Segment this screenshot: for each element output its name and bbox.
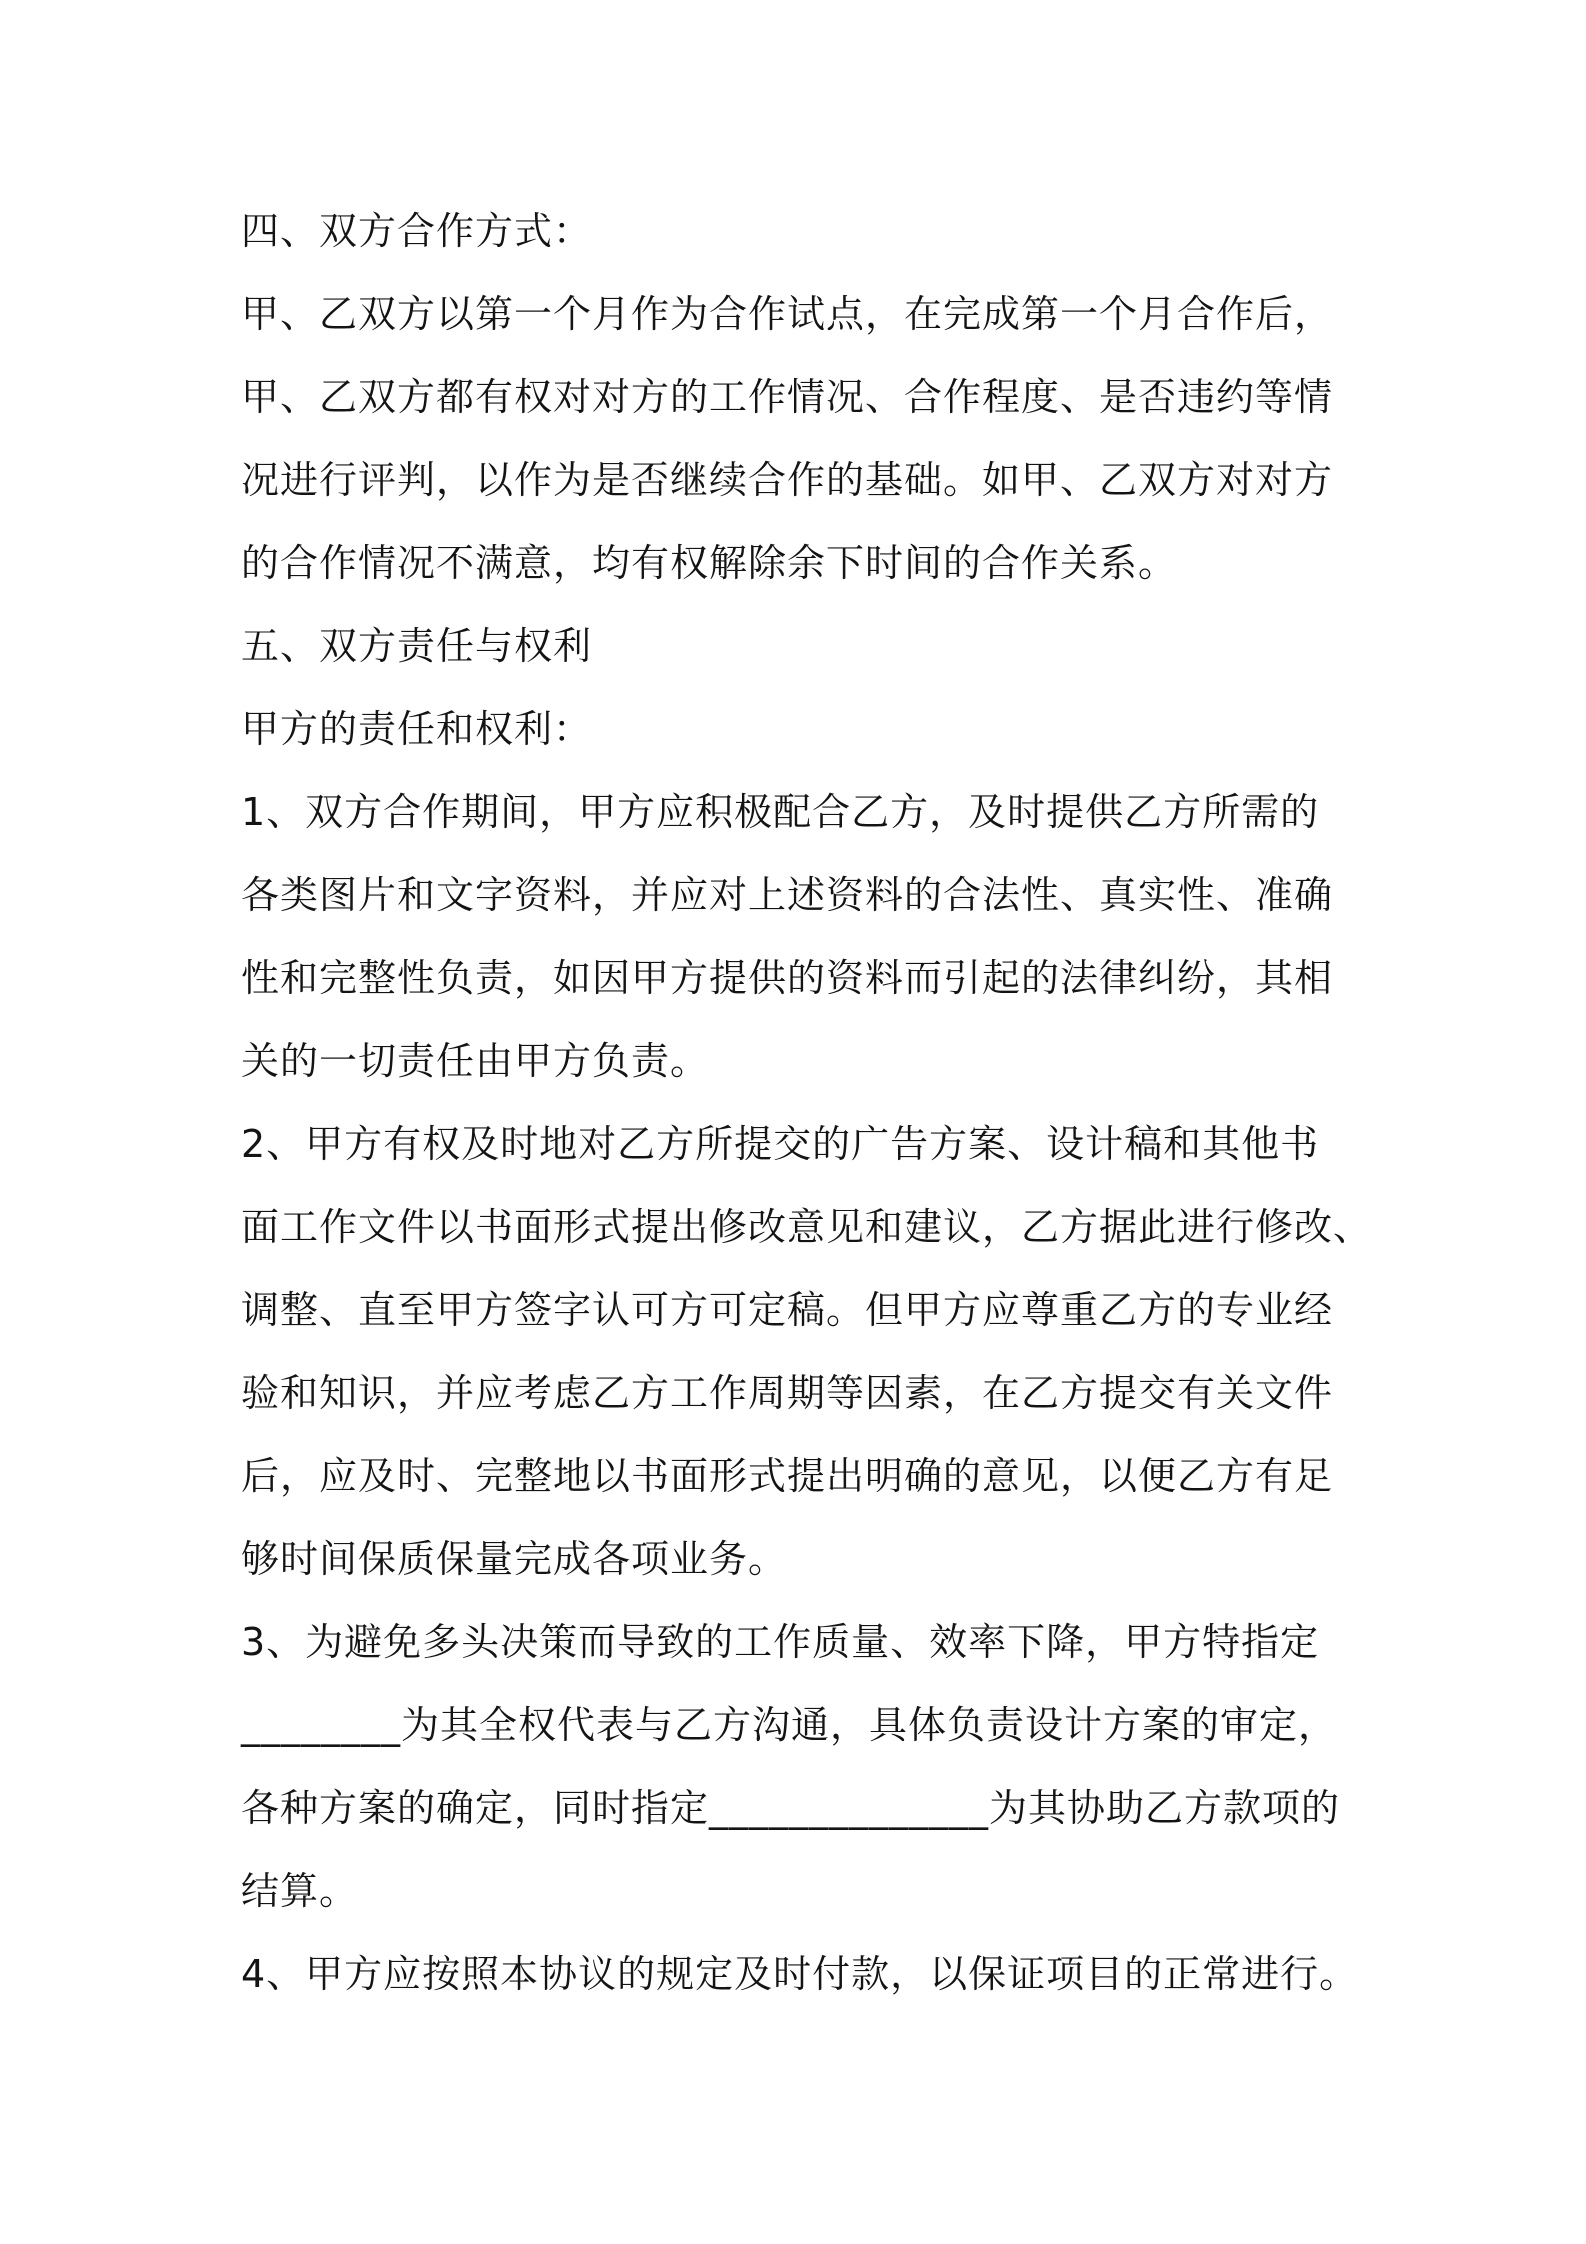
clause-2-line: 够时间保质保量完成各项业务。 [241,1537,788,1581]
clause-1-line: 1、双方合作期间，甲方应积极配合乙方，及时提供乙方所需的 [241,790,1320,834]
paragraph-line: 甲、乙双方以第一个月作为合作试点，在完成第一个月合作后， [241,292,1334,336]
clause-1-line: 各类图片和文字资料，并应对上述资料的合法性、真实性、准确 [241,873,1334,917]
clause-2-line: 调整、直至甲方签字认可方可定稿。但甲方应尊重乙方的专业经 [241,1288,1334,1332]
clause-4-line: 4、甲方应按照本协议的规定及时付款，以保证项目的正常进行。 [241,1952,1359,1996]
paragraph-line: 的合作情况不满意，均有权解除余下时间的合作关系。 [241,541,1178,585]
clause-3-line: 3、为避免多头决策而导致的工作质量、效率下降，甲方特指定 [241,1620,1320,1664]
clause-3-line: 各种方案的确定，同时指定______________为其协助乙方款项的 [241,1786,1341,1830]
section-heading-cooperation-method: 四、双方合作方式： [241,209,593,253]
clause-3-line: 结算。 [241,1869,359,1913]
clause-1-line: 性和完整性负责，如因甲方提供的资料而引起的法律纠纷，其相 [241,956,1334,1000]
clause-1-line: 关的一切责任由甲方负责。 [241,1039,710,1083]
paragraph-line: 况进行评判，以作为是否继续合作的基础。如甲、乙双方对对方 [241,458,1334,502]
clause-2-line: 后，应及时、完整地以书面形式提出明确的意见，以便乙方有足 [241,1454,1334,1498]
subheading-party-a: 甲方的责任和权利： [241,707,593,751]
clause-2-line: 面工作文件以书面形式提出修改意见和建议，乙方据此进行修改、 [241,1205,1373,1249]
paragraph-line: 甲、乙双方都有权对对方的工作情况、合作程度、是否违约等情 [241,375,1334,419]
clause-2-line: 验和知识，并应考虑乙方工作周期等因素，在乙方提交有关文件 [241,1371,1334,1415]
clause-2-line: 2、甲方有权及时地对乙方所提交的广告方案、设计稿和其他书 [241,1122,1320,1166]
clause-3-line: ________为其全权代表与乙方沟通，具体负责设计方案的审定， [241,1703,1338,1747]
section-heading-responsibilities: 五、双方责任与权利 [241,624,593,668]
document-body [241,190,1373,2016]
